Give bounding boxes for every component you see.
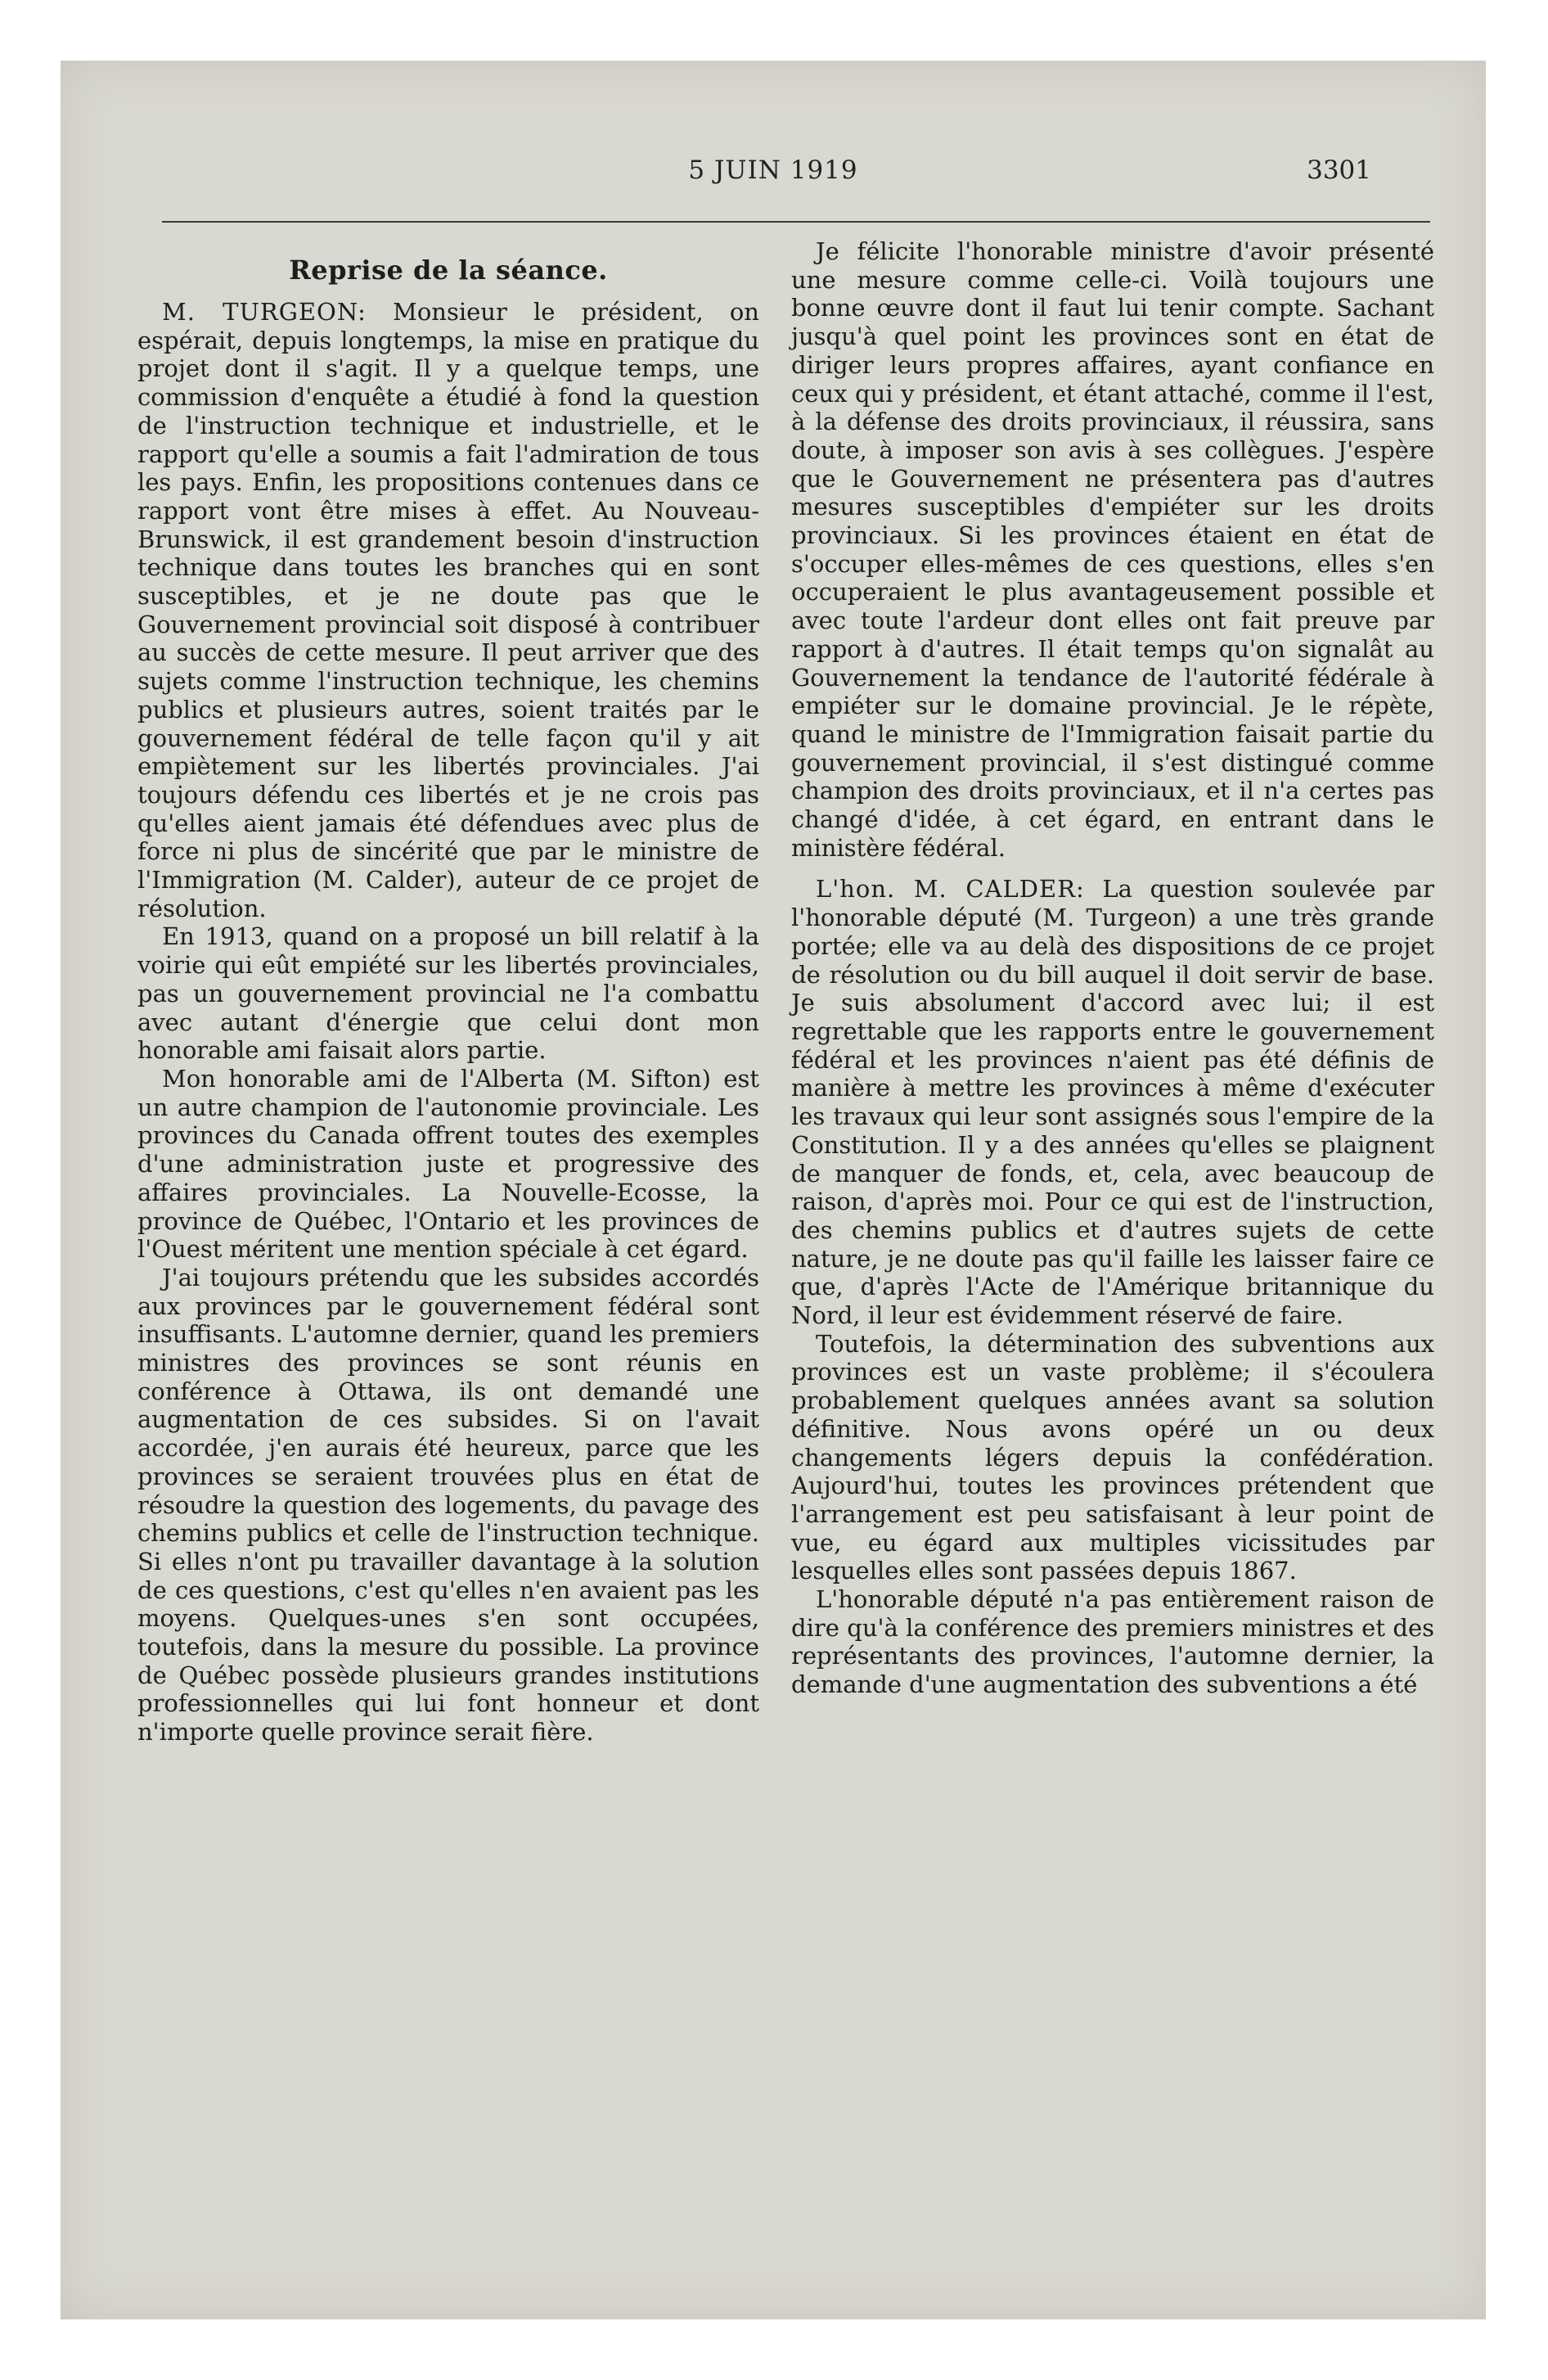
left-column bbox=[137, 237, 759, 1747]
document-page bbox=[61, 61, 1486, 2319]
section-heading: Reprise de la séance. bbox=[289, 255, 608, 286]
paragraph-text: Monsieur le président, on espérait, depuis longtemps, la mise en pratique du projet dont il s'agit. Il y a quelque temps, une commission d'enquête a étudié à fond la question de l'instruction technique et industrielle, et le rapport qu'elle a soumis a fait l'admiration de tous les pays. Enfin, les propositions contenues dans ce rapport vont être mises à effet. Au Nouveau-Brunswick, il est grandement besoin d'instruction technique dans toutes les branches qui en sont susceptibles, et je ne doute pas que le Gouvernement provincial soit disposé à contribuer au succès de cette mesure. Il peut arriver que des sujets comme l'instruction technique, les chemins publics et plusieurs autres, soient traités par le gouvernement fédéral de telle façon qu'il y ait empiètement sur les libertés provinciales. J'ai toujours défendu ces libertés et je ne crois pas qu'elles aient jamais été défendues avec plus de force ni plus de sincérité que par le ministre de l'Immigration (M. Calder), auteur de ce projet de résolution. bbox=[137, 298, 759, 922]
paragraph: Mon honorable ami de l'Alberta (M. Sifton) est un autre champion de l'autonomie provinciale. Les provinces du Canada offrent toutes des exemples d'une administration juste et progressive des affaires provinciales. La Nouvelle-Ecosse, la province de Québec, l'Ontario et les provinces de l'Ouest méritent une mention spéciale à cet égard. bbox=[137, 1064, 759, 1264]
speaker-calder: L'hon. M. CALDER: bbox=[816, 875, 1085, 904]
paragraph: J'ai toujours prétendu que les subsides accordés aux provinces par le gouvernement fédéral sont insuffisants. L'automne dernier, quand les premiers ministres des provinces se sont réunis en conférence à Ottawa, ils ont demandé une augmentation de ces subsides. Si on l'avait accordée, j'en aurais été heureux, parce que les provinces se seraient trouvées plus en état de résoudre la question des logements, du pavage des chemins publics et celle de l'instruction technique. Si elles n'ont pu travailler davantage à la solution de ces questions, c'est qu'elles n'en avaient pas les moyens. Quelques-unes s'en sont occupées, toutefois, dans la mesure du possible. La province de Québec possède plusieurs grandes institutions professionnelles qui lui font honneur et dont n'importe quelle province serait fière. bbox=[137, 1263, 759, 1747]
paragraph-text: La question soulevée par l'honorable député (M. Turgeon) a une très grande portée; elle va au delà des dispositions de ce projet de résolution ou du bill auquel il doit servir de base. Je suis absolument d'accord avec lui; il est regrettable que les rapports entre le gouvernement fédéral et les provinces n'aient pas été définis de manière à mettre les provinces à même d'exécuter les travaux qui leur sont assignés sous l'empire de la Constitution. Il y a des années qu'elles se plaignent de manquer de fonds, et, cela, avec beaucoup de raison, d'après moi. Pour ce qui est de l'instruction, des chemins publics et d'autres sujets de cette nature, je ne doute pas qu'il faille les laisser faire ce que, d'après l'Acte de l'Amérique britannique du Nord, il leur est évidemment réservé de faire. bbox=[791, 875, 1435, 1330]
speaker-turgeon: M. TURGEON: bbox=[162, 298, 367, 326]
header-date: 5 JUIN 1919 bbox=[688, 156, 858, 185]
header-rule bbox=[162, 221, 1430, 223]
paragraph: En 1913, quand on a proposé un bill relatif à la voirie qui eût empiété sur les libertés provinciales, pas un gouvernement provincial ne l'a combattu avec autant d'énergie que celui dont mon honorable ami faisait alors partie. bbox=[137, 922, 759, 1065]
paragraph: L'honorable député n'a pas entièrement raison de dire qu'à la conférence des premiers ministres et des représentants des provinces, l'automne dernier, la demande d'une augmentation des subventions a été bbox=[791, 1585, 1434, 1699]
paragraph-calder bbox=[791, 875, 1434, 1329]
page-number: 3301 bbox=[1307, 156, 1371, 185]
paragraph: Toutefois, la détermination des subventions aux provinces est un vaste problème; il s'écoulera probablement quelques années avant sa solution définitive. Nous avons opéré un ou deux changements légers depuis la confédération. Aujourd'hui, toutes les provinces prétendent que l'arrangement est peu satisfaisant à leur point de vue, eu égard aux multiples vicissitudes par lesquelles elles sont passées depuis 1867. bbox=[791, 1329, 1434, 1585]
page-header bbox=[61, 156, 1486, 196]
paragraph: Je félicite l'honorable ministre d'avoir présenté une mesure comme celle-ci. Voilà toujours une bonne œuvre dont il faut lui tenir compte. Sachant jusqu'à quel point les provinces sont en état de diriger leurs propres affaires, ayant confiance en ceux qui y président, et étant attaché, comme il l'est, à la défense des droits provinciaux, il réussira, sans doute, à imposer son avis à ses collègues. J'espère que le Gouvernement ne présentera pas d'autres mesures susceptibles d'empiéter sur les droits provinciaux. Si les provinces étaient en état de s'occuper elles-mêmes de ces questions, elles s'en occuperaient le plus avantageusement possible et avec toute l'ardeur dont elles ont fait preuve par rapport à d'autres. Il était temps qu'on signalât au Gouvernement la tendance de l'autorité fédérale à empiéter sur le domaine provincial. Je le répète, quand le ministre de l'Immigration faisait partie du gouvernement provincial, il s'est distingué comme champion des droits provinciaux, et il n'a certes pas changé d'idée, à cet égard, en entrant dans le ministère fédéral. bbox=[791, 237, 1434, 862]
paragraph-turgeon bbox=[137, 298, 759, 922]
right-column bbox=[791, 237, 1434, 1699]
